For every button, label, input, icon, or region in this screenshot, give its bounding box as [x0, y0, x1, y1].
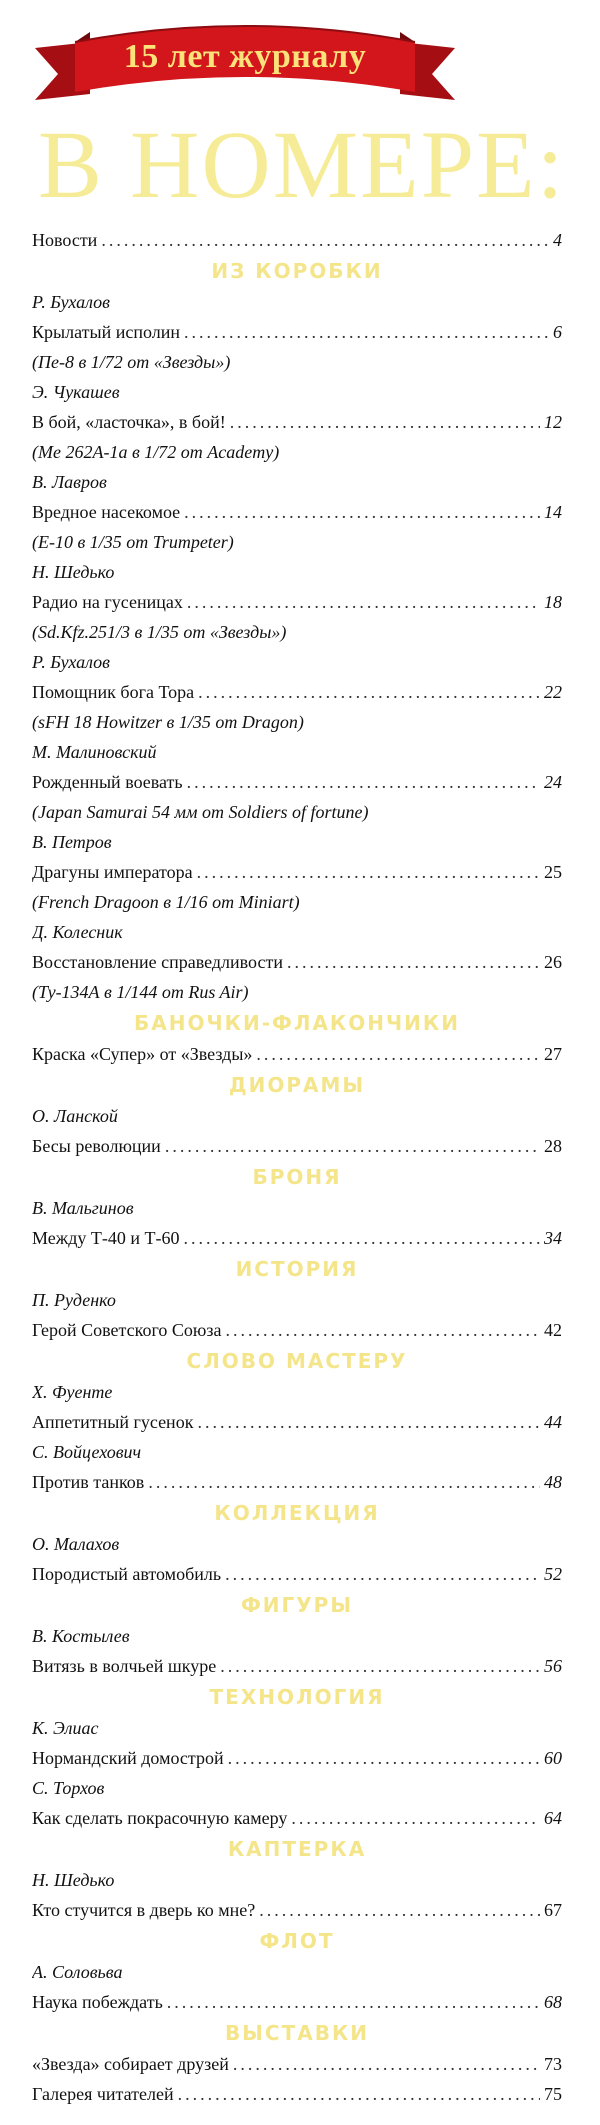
article-note: (Ту-134А в 1/144 от Rus Air): [32, 982, 249, 1002]
page-number: 26: [544, 952, 562, 972]
dot-leader: [197, 857, 540, 887]
entry-title: Наука побеждать: [32, 1992, 163, 2012]
page-number: 52: [544, 1564, 562, 1584]
toc-entry[interactable]: [32, 1651, 562, 1681]
dot-leader: [220, 1651, 540, 1681]
page-number: 25: [544, 862, 562, 882]
page-number: 34: [544, 1228, 562, 1248]
entry-title: Как сделать покрасочную камеру: [32, 1808, 288, 1828]
section-heading: ВЫСТАВКИ: [224, 2021, 370, 2045]
article-author: М. Малиновский: [32, 742, 157, 762]
section-heading: ТЕХНОЛОГИЯ: [209, 1685, 385, 1709]
page-number: 44: [544, 1412, 562, 1432]
ribbon-text: 15 лет журналу: [123, 38, 367, 75]
article-author: Д. Колесник: [32, 922, 123, 942]
toc-entry[interactable]: [32, 947, 562, 977]
page-number: 28: [544, 1136, 562, 1156]
article-note: (Пе-8 в 1/72 от «Звезды»): [32, 352, 231, 372]
entry-title: Породистый автомобиль: [32, 1564, 222, 1584]
page-number: 6: [553, 322, 562, 342]
page-number: 22: [544, 682, 562, 702]
page-number: 14: [544, 502, 562, 522]
section-heading: КАПТЕРКА: [227, 1837, 367, 1861]
section-heading: ФЛОТ: [259, 1929, 335, 1953]
dot-leader: [197, 1407, 540, 1437]
entry-title: Галерея читателей: [32, 2084, 174, 2104]
toc-entry[interactable]: [32, 1039, 562, 1069]
anniversary-ribbon: [30, 8, 460, 108]
dot-leader: [184, 317, 549, 347]
article-note: (E-10 в 1/35 от Trumpeter): [32, 532, 234, 552]
dot-leader: [187, 767, 540, 797]
page-number: 4: [553, 230, 562, 250]
entry-title: Аппетитный гусенок: [32, 1412, 194, 1432]
article-author: Н. Шедько: [32, 1870, 115, 1890]
toc-entry[interactable]: [32, 317, 562, 347]
page-number: 12: [544, 412, 562, 432]
page-number: 56: [544, 1656, 562, 1676]
section-heading: ФИГУРЫ: [240, 1593, 354, 1617]
article-note: (French Dragoon в 1/16 от Miniart): [32, 892, 300, 912]
entry-title: Между Т-40 и Т-60: [32, 1228, 180, 1248]
page-number: 27: [544, 1044, 562, 1064]
toc-entry[interactable]: [32, 767, 562, 797]
section-heading: БАНОЧКИ-ФЛАКОНЧИКИ: [133, 1011, 460, 1035]
dot-leader: [187, 587, 540, 617]
article-author: К. Элиас: [32, 1718, 99, 1738]
article-author: О. Малахов: [32, 1534, 120, 1554]
dot-leader: [184, 497, 540, 527]
page-number: 42: [544, 1320, 562, 1340]
article-note: (Japan Samurai 54 мм от Soldiers of fortune): [32, 802, 369, 822]
article-author: П. Руденко: [32, 1290, 116, 1310]
article-note: (sFH 18 Howitzer в 1/35 от Dragon): [32, 712, 304, 732]
page-number: 60: [544, 1748, 562, 1768]
dot-leader: [291, 1803, 540, 1833]
section-heading: ИСТОРИЯ: [235, 1257, 359, 1281]
entry-title: Вредное насекомое: [32, 502, 181, 522]
dot-leader: [256, 1039, 540, 1069]
dot-leader: [225, 1315, 540, 1345]
entry-title: Против танков: [32, 1472, 145, 1492]
article-author: С. Торхов: [32, 1778, 105, 1798]
toc-entry[interactable]: [32, 1803, 562, 1833]
dot-leader: [233, 2049, 540, 2079]
article-author: В. Петров: [32, 832, 112, 852]
toc-entry[interactable]: [32, 1315, 562, 1345]
entry-title: Бесы революции: [32, 1136, 161, 1156]
entry-title: Витязь в волчьей шкуре: [32, 1656, 217, 1676]
article-author: В. Костылев: [32, 1626, 130, 1646]
page-number: 64: [544, 1808, 562, 1828]
page-title: В НОМЕРЕ:: [38, 111, 566, 218]
entry-title: Краска «Супер» от «Звезды»: [32, 1044, 253, 1064]
article-author: Э. Чукашев: [32, 382, 120, 402]
toc-entry[interactable]: [32, 1223, 562, 1253]
dot-leader: [165, 1131, 540, 1161]
dot-leader: [101, 225, 549, 255]
section-heading: ИЗ КОРОБКИ: [211, 259, 383, 283]
article-author: В. Лавров: [32, 472, 107, 492]
entry-title: Кто стучится в дверь ко мне?: [32, 1900, 256, 1920]
toc-entry[interactable]: [32, 225, 562, 255]
dot-leader: [198, 677, 540, 707]
dot-leader: [225, 1559, 540, 1589]
section-heading: СЛОВО МАСТЕРУ: [186, 1349, 408, 1373]
entry-title: Нормандский домострой: [32, 1748, 224, 1768]
dot-leader: [259, 1895, 540, 1925]
article-author: Р. Бухалов: [32, 292, 110, 312]
toc-entry[interactable]: [32, 857, 562, 887]
entry-title: Крылатый исполин: [32, 322, 180, 342]
toc-entry[interactable]: [32, 1559, 562, 1589]
article-author: Н. Шедько: [32, 562, 115, 582]
entry-title: Драгуны императора: [32, 862, 193, 882]
article-author: А. Соловьва: [32, 1962, 123, 1982]
toc-entry[interactable]: [32, 1987, 562, 2017]
article-author: Р. Бухалов: [32, 652, 110, 672]
dot-leader: [228, 1743, 540, 1773]
entry-title: Новости: [32, 230, 98, 250]
section-heading: БРОНЯ: [252, 1165, 342, 1189]
article-author: В. Мальгинов: [32, 1198, 134, 1218]
page-number: 73: [544, 2054, 562, 2074]
table-of-contents: [32, 225, 562, 2109]
dot-leader: [167, 1987, 540, 2017]
page-number: 68: [544, 1992, 562, 2012]
entry-title: В бой, «ласточка», в бой!: [32, 412, 226, 432]
page-number: 24: [544, 772, 562, 792]
toc-entry[interactable]: [32, 2079, 562, 2109]
toc-entry[interactable]: [32, 1407, 562, 1437]
toc-entry[interactable]: [32, 587, 562, 617]
article-author: Х. Фуенте: [32, 1382, 113, 1402]
article-author: С. Войцехович: [32, 1442, 142, 1462]
entry-title: Рожденный воевать: [32, 772, 183, 792]
article-note: (Sd.Kfz.251/3 в 1/35 от «Звезды»): [32, 622, 287, 642]
dot-leader: [148, 1467, 540, 1497]
entry-title: Радио на гусеницах: [32, 592, 183, 612]
article-note: (Me 262A-1a в 1/72 от Academy): [32, 442, 280, 462]
toc-entry[interactable]: [32, 1131, 562, 1161]
toc-entry[interactable]: [32, 497, 562, 527]
dot-leader: [287, 947, 540, 977]
entry-title: Восстановление справедливости: [32, 952, 283, 972]
page-number: 18: [544, 592, 562, 612]
section-heading: ДИОРАМЫ: [228, 1073, 366, 1097]
toc-entry[interactable]: [32, 1895, 562, 1925]
toc-entry[interactable]: [32, 407, 562, 437]
section-heading: КОЛЛЕКЦИЯ: [214, 1501, 380, 1525]
page-number: 67: [544, 1900, 562, 1920]
toc-entry[interactable]: [32, 1467, 562, 1497]
dot-leader: [183, 1223, 540, 1253]
toc-entry[interactable]: [32, 1743, 562, 1773]
page-number: 48: [544, 1472, 562, 1492]
entry-title: Помощник бога Тора: [32, 682, 195, 702]
toc-entry[interactable]: [32, 2049, 562, 2079]
page-number: 75: [544, 2084, 562, 2104]
entry-title: Герой Советского Союза: [32, 1320, 222, 1340]
dot-leader: [178, 2079, 540, 2109]
toc-entry[interactable]: [32, 677, 562, 707]
article-author: О. Ланской: [32, 1106, 118, 1126]
dot-leader: [230, 407, 540, 437]
entry-title: «Звезда» собирает друзей: [32, 2054, 229, 2074]
